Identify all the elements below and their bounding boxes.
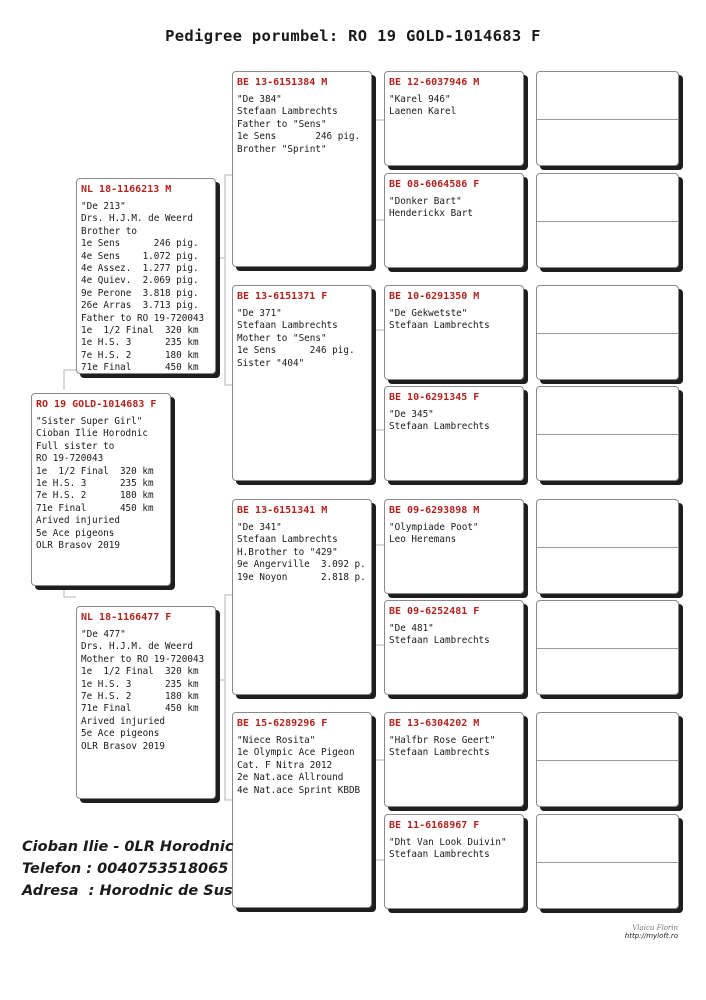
pedigree-text-line: "De 477" — [81, 629, 126, 640]
pedigree-text-line: Mother to RO 19-720043 — [81, 653, 205, 665]
pedigree-text-line: "Donker Bart" — [389, 196, 462, 207]
pigeon-card-gg-4 — [384, 386, 524, 481]
pedigree-text-line: Drs. H.J.M. de Weerd — [81, 213, 193, 225]
empty-pedigree-box — [536, 386, 679, 481]
ring-number: BE 10-6291345 F — [389, 392, 480, 403]
pedigree-text-line: Drs. H.J.M. de Weerd — [81, 641, 193, 653]
pedigree-text-line: 1e H.S. 3 235 km — [81, 678, 199, 690]
pedigree-text-line: "Olympiade Poot" — [389, 522, 479, 533]
pedigree-text-line: Sister "404" — [237, 357, 305, 369]
ring-number: NL 18-1166477 F — [81, 612, 172, 623]
pedigree-text-line: 19e Noyon 2.818 p. — [237, 571, 366, 583]
ring-number: BE 13-6151341 M — [237, 505, 328, 516]
pedigree-text-line: "De 345" — [389, 409, 434, 420]
pedigree-text-line: "De 384" — [237, 94, 282, 105]
pigeon-card-grandsire-1 — [232, 71, 372, 267]
pedigree-text-line: 7e H.S. 2 180 km — [81, 690, 199, 702]
pedigree-text-line: Stefaan Lambrechts — [389, 320, 490, 332]
pigeon-card-dam — [76, 606, 216, 799]
pedigree-text-line: "De 341" — [237, 522, 282, 533]
pigeon-card-gg-6 — [384, 600, 524, 695]
pedigree-text-line: "Niece Rosita" — [237, 735, 316, 746]
ring-number: BE 08-6064586 F — [389, 179, 480, 190]
owner-phone: Telefon : 0040753518065 — [22, 861, 229, 877]
pedigree-text-line: 1e 1/2 Final 320 km — [81, 666, 199, 678]
pigeon-card-gg-8 — [384, 814, 524, 909]
page-title: Pedigree porumbel: RO 19 GOLD-1014683 F — [165, 27, 541, 45]
pedigree-text-line: 1e Sens 246 pig. — [81, 238, 199, 250]
pedigree-text-line: 5e Ace pigeons — [81, 728, 160, 740]
pedigree-text-line: "Karel 946" — [389, 94, 451, 105]
pedigree-text-line: 4e Nat.ace Sprint KBDB — [237, 784, 361, 796]
owner-contact — [22, 836, 233, 902]
pedigree-text-line: 71e Final 450 km — [36, 502, 154, 514]
pedigree-text-line: 71e Final 450 km — [81, 703, 199, 715]
empty-pedigree-box — [536, 71, 679, 166]
pigeon-card-gg-3 — [384, 285, 524, 380]
pedigree-text-line: "Halfbr Rose Geert" — [389, 735, 496, 746]
ring-number: BE 11-6168967 F — [389, 820, 480, 831]
pigeon-card-gg-7 — [384, 712, 524, 807]
pedigree-text-line: Mother to "Sens" — [237, 332, 327, 344]
pedigree-text-line: Arived injuried — [36, 515, 120, 527]
empty-pedigree-box — [536, 712, 679, 807]
pedigree-text-line: 9e Angerville 3.092 p. — [237, 559, 366, 571]
empty-pedigree-box — [536, 600, 679, 695]
pedigree-text-line: Cat. F Nitra 2012 — [237, 759, 333, 771]
footer — [625, 924, 678, 940]
pedigree-text-line: Cioban Ilie Horodnic — [36, 428, 148, 440]
empty-pedigree-box — [536, 285, 679, 380]
owner-name: Cioban Ilie - 0LR Horodnic — [22, 839, 234, 855]
pedigree-text-line: 71e Final 450 km — [81, 362, 199, 374]
pedigree-text-line: "Sister Super Girl" — [36, 416, 143, 427]
pedigree-text-line: 7e H.S. 2 180 km — [36, 490, 154, 502]
pedigree-text-line: 1e 1/2 Final 320 km — [81, 324, 199, 336]
pedigree-text-line: Stefaan Lambrechts — [389, 635, 490, 647]
ring-number: BE 12-6037946 M — [389, 77, 480, 88]
ring-number: BE 09-6252481 F — [389, 606, 480, 617]
pigeon-card-grandsire-2 — [232, 499, 372, 695]
pigeon-card-gg-2 — [384, 173, 524, 268]
pedigree-text-line: 2e Nat.ace Allround — [237, 772, 344, 784]
pedigree-text-line: 4e Sens 1.072 pig. — [81, 250, 199, 262]
pedigree-text-line: 26e Arras 3.713 pig. — [81, 300, 199, 312]
pedigree-text-line: Stefaan Lambrechts — [389, 421, 490, 433]
pedigree-text-line: "Dht Van Look Duivin" — [389, 837, 507, 848]
pedigree-text-line: Stefaan Lambrechts — [237, 534, 338, 546]
pedigree-text-line: 5e Ace pigeons — [36, 527, 115, 539]
pigeon-card-granddam-2 — [232, 712, 372, 908]
ring-number: BE 13-6151384 M — [237, 77, 328, 88]
pedigree-text-line: Brother "Sprint" — [237, 143, 327, 155]
ring-number: BE 10-6291350 M — [389, 291, 480, 302]
pedigree-text-line: 1e Sens 246 pig. — [237, 345, 355, 357]
pedigree-text-line: "De 213" — [81, 201, 126, 212]
pigeon-card-gg-1 — [384, 71, 524, 166]
pedigree-text-line: Father to RO 19-720043 — [81, 312, 205, 324]
pedigree-text-line: Stefaan Lambrechts — [237, 106, 338, 118]
pigeon-card-gg-5 — [384, 499, 524, 594]
pedigree-text-line: Stefaan Lambrechts — [389, 849, 490, 861]
pedigree-text-line: 1e Olympic Ace Pigeon — [237, 747, 355, 759]
pedigree-text-line: 4e Assez. 1.277 pig. — [81, 262, 199, 274]
pedigree-text-line: Leo Heremans — [389, 534, 457, 546]
footer-url[interactable]: http://myloft.ro — [624, 932, 678, 940]
pedigree-text-line: Laenen Karel — [389, 106, 457, 118]
pigeon-card-subject — [31, 393, 171, 586]
ring-number: BE 15-6289296 F — [237, 718, 328, 729]
ring-number: BE 13-6151371 F — [237, 291, 328, 302]
pedigree-text-line: H.Brother to "429" — [237, 546, 338, 558]
pedigree-text-line: 1e H.S. 3 235 km — [36, 477, 154, 489]
pedigree-text-line: Henderickx Bart — [389, 208, 473, 220]
pedigree-text-line: "De 371" — [237, 308, 282, 319]
pigeon-card-granddam-1 — [232, 285, 372, 481]
pedigree-text-line: 7e H.S. 2 180 km — [81, 349, 199, 361]
ring-number: RO 19 GOLD-1014683 F — [36, 399, 157, 410]
empty-pedigree-box — [536, 814, 679, 909]
pedigree-text-line: 1e 1/2 Final 320 km — [36, 465, 154, 477]
pedigree-text-line: 1e Sens 246 pig. — [237, 131, 361, 143]
pedigree-text-line: Full sister to — [36, 440, 115, 452]
pedigree-text-line: "De 481" — [389, 623, 434, 634]
pedigree-text-line: RO 19-720043 — [36, 453, 104, 465]
empty-pedigree-box — [536, 499, 679, 594]
signature: Vlaicu Florin — [632, 924, 678, 932]
pedigree-text-line: Father to "Sens" — [237, 118, 327, 130]
pedigree-text-line: OLR Brasov 2019 — [36, 539, 120, 551]
ring-number: BE 13-6304202 M — [389, 718, 480, 729]
empty-pedigree-box — [536, 173, 679, 268]
pedigree-text-line: 1e H.S. 3 235 km — [81, 337, 199, 349]
ring-number: BE 09-6293898 M — [389, 505, 480, 516]
pedigree-text-line: Arived injuried — [81, 715, 165, 727]
pedigree-text-line: Stefaan Lambrechts — [389, 747, 490, 759]
pedigree-text-line: "De Gekwetste" — [389, 308, 468, 319]
pedigree-text-line: OLR Brasov 2019 — [81, 740, 165, 752]
pedigree-text-line: Stefaan Lambrechts — [237, 320, 338, 332]
pigeon-card-sire — [76, 178, 216, 374]
pedigree-text-line: 4e Quiev. 2.069 pig. — [81, 275, 199, 287]
ring-number: NL 18-1166213 M — [81, 184, 172, 195]
pedigree-text-line: 9e Perone 3.818 pig. — [81, 287, 199, 299]
pedigree-text-line: Brother to — [81, 225, 137, 237]
owner-address: Adresa : Horodnic de Sus — [22, 883, 233, 899]
